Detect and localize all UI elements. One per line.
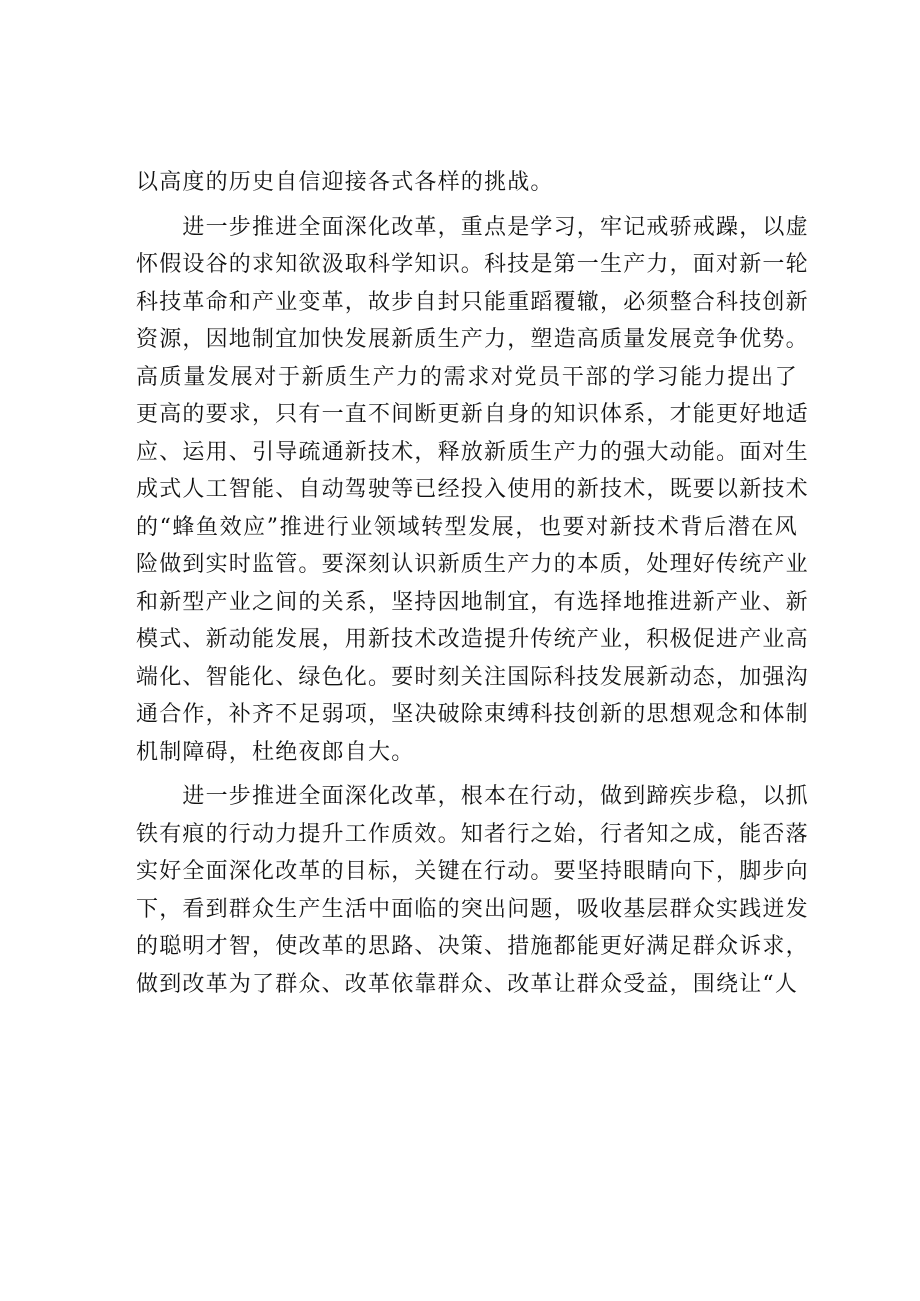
text-line: 端化、智能化、绿色化。要时刻关注国际科技发展新动态，加强沟: [136, 664, 809, 690]
text-line: 应、运用、引导疏通新技术，释放新质生产力的强大动能。面对生: [136, 439, 809, 465]
text-line: 铁有痕的行动力提升工作质效。知者行之始，行者知之成，能否落: [136, 821, 809, 847]
text-line: 的聪明才智，使改革的思路、决策、措施都能更好满足群众诉求，: [136, 934, 809, 959]
text-line: 和新型产业之间的关系，坚持因地制宜，有选择地推进新产业、新: [136, 589, 809, 615]
paragraph-3: [136, 778, 809, 1003]
text-line: 模式、新动能发展，用新技术改造提升传统产业，积极促进产业高: [136, 627, 809, 652]
text-line: 高质量发展对于新质生产力的需求对党员干部的学习能力提出了: [136, 364, 798, 390]
text-line: 进一步推进全面深化改革，根本在行动，做到蹄疾步稳，以抓: [136, 784, 809, 809]
text-line: 机制障碍，杜绝夜郎自大。: [136, 739, 415, 765]
text-line: 下，看到群众生产生活中面临的突出问题，吸收基层群众实践迸发: [136, 896, 809, 922]
text-line: 实好全面深化改革的目标，关键在行动。要坚持眼睛向下，脚步向: [136, 859, 809, 884]
text-line: 怀假设谷的求知欲汲取科学知识。科技是第一生产力，面对新一轮: [136, 252, 809, 277]
text-line: 成式人工智能、自动驾驶等已经投入使用的新技术，既要以新技术: [136, 477, 809, 502]
text-line: 险做到实时监管。要深刻认识新质生产力的本质，处理好传统产业: [136, 552, 809, 577]
text-line: 做到改革为了群众、改革依靠群众、改革让群众受益，围绕让“人: [136, 971, 799, 997]
text-line: 更高的要求，只有一直不间断更新自身的知识体系，才能更好地适: [136, 402, 809, 427]
text-line: 的“蜂鱼效应”推进行业领域转型发展，也要对新技术背后潜在风: [136, 514, 798, 540]
text-line: 通合作，补齐不足弱项，坚决破除束缚科技创新的思想观念和体制: [136, 702, 809, 727]
paragraph-2: [136, 209, 809, 772]
text-line: 科技革命和产业变革，故步自封只能重蹈覆辙，必须整合科技创新: [136, 289, 809, 315]
paragraph-1: [136, 164, 798, 202]
text-line: 以高度的历史自信迎接各式各样的挑战。: [136, 170, 554, 195]
text-line: 进一步推进全面深化改革，重点是学习，牢记戒骄戒躁，以虚: [136, 214, 809, 240]
document-body: [136, 164, 809, 1003]
text-line: 资源，因地制宜加快发展新质生产力，塑造高质量发展竞争优势。: [136, 327, 809, 352]
